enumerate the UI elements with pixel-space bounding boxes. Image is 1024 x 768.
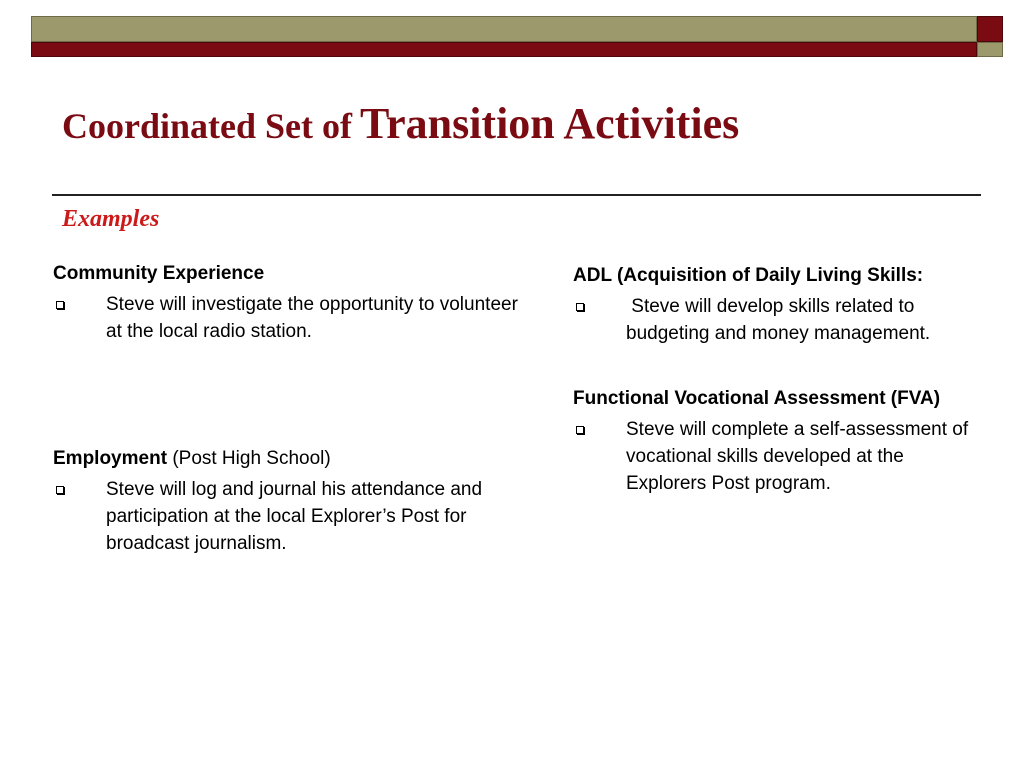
section-heading-bold: Employment	[53, 448, 168, 469]
employment-section	[53, 445, 523, 557]
section-heading: Community Experience	[53, 263, 265, 284]
list-item	[53, 476, 523, 557]
title-divider	[52, 194, 981, 196]
section-heading: Functional Vocational Assessment (FVA)	[573, 388, 941, 409]
hollow-square-bullet-icon	[56, 486, 64, 494]
header-maroon-square	[977, 16, 1003, 42]
section-heading	[53, 445, 523, 472]
left-column	[53, 260, 523, 557]
bullet-list	[573, 416, 983, 497]
bullet-text: Steve will log and journal his attendance and participation at the local Explorer’s Post for broadcast journalism.	[106, 479, 483, 554]
list-item	[573, 293, 983, 347]
header-olive-square	[977, 42, 1003, 57]
slide-subtitle: Examples	[62, 206, 160, 232]
section-heading-qualifier: (Post High School)	[172, 448, 331, 469]
bullet-list	[53, 476, 523, 557]
slide-title	[62, 99, 740, 148]
community-experience-section	[53, 260, 523, 345]
slide-title-part1: Coordinated Set of	[62, 106, 352, 146]
hollow-square-bullet-icon	[576, 303, 584, 311]
bullet-text: Steve will complete a self-assessment of vocational skills developed at the Explorers Post program.	[626, 419, 969, 494]
bullet-text: Steve will develop skills related to budgeting and money management.	[626, 296, 931, 344]
slide-title-part2: Transition Activities	[360, 99, 740, 148]
fva-section	[573, 385, 983, 497]
bullet-text: Steve will investigate the opportunity to volunteer at the local radio station.	[106, 294, 518, 342]
header-olive-band	[31, 16, 977, 42]
section-heading: ADL (Acquisition of Daily Living Skills:	[573, 265, 924, 286]
right-column	[573, 262, 983, 497]
bullet-list	[53, 291, 523, 345]
list-item	[53, 291, 523, 345]
list-item	[573, 416, 983, 497]
bullet-list	[573, 293, 983, 347]
header-maroon-band	[31, 42, 977, 57]
hollow-square-bullet-icon	[576, 426, 584, 434]
hollow-square-bullet-icon	[56, 301, 64, 309]
adl-section	[573, 262, 983, 347]
